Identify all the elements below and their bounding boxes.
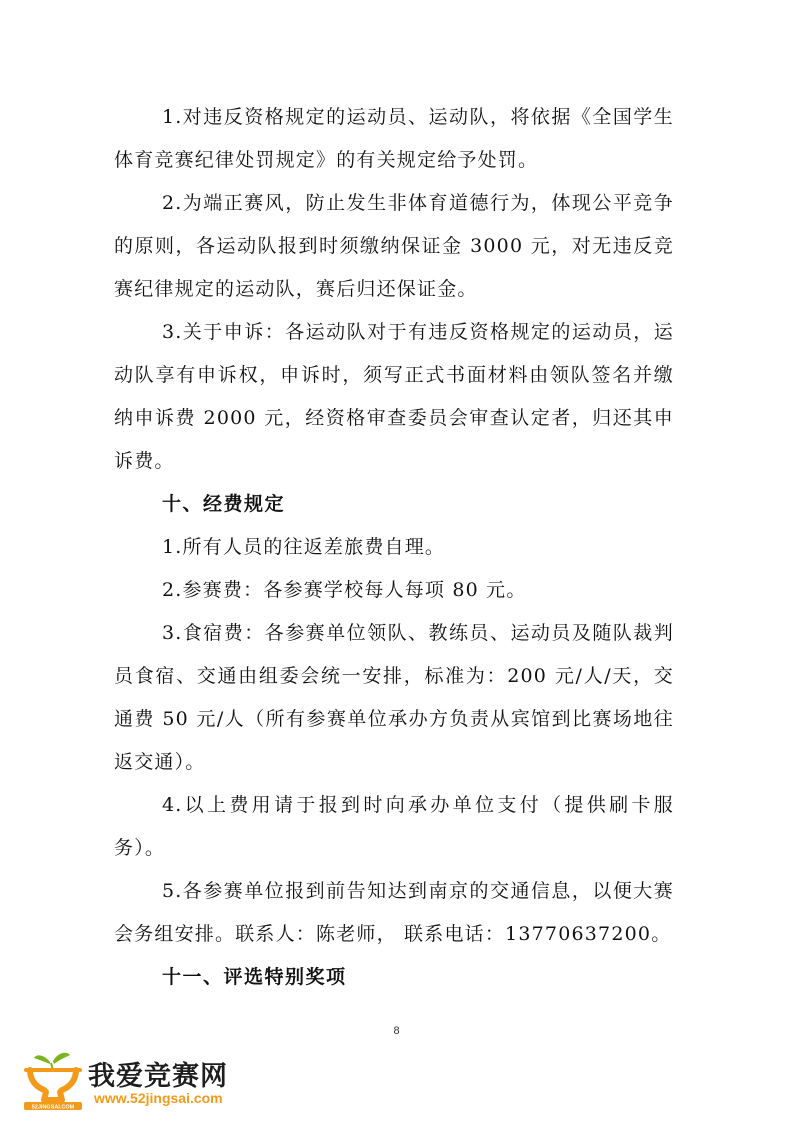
site-watermark (20, 1048, 270, 1112)
watermark-site-name: 我爱竞赛网 (88, 1061, 228, 1092)
section-heading-fees: 十、经费规定 (162, 493, 286, 515)
section-heading-awards: 十一、评选特别奖项 (162, 966, 347, 988)
document-body (114, 96, 674, 999)
watermark-url[interactable]: www.52jingsai.com (94, 1090, 223, 1106)
fees-item-board: 3.食宿费：各参赛单位领队、教练员、运动员及随队裁判员食宿、交通由组委会统一安排，标准为：200 元/人/天，交通费 50 元/人（所有参赛单位承办方负责从宾馆到比赛场地往返交通）。 (114, 622, 674, 773)
trophy-cup-icon (20, 1048, 86, 1112)
fees-item-entry: 2.参赛费：各参赛学校每人每项 80 元。 (162, 579, 527, 601)
fees-item-contact: 5.各参赛单位报到前告知达到南京的交通信息，以便大赛会务组安排。联系人：陈老师， 联系电话：13770637200。 (114, 880, 674, 945)
fees-item-payment: 4.以上费用请于报到时向承办单位支付（提供刷卡服务）。 (114, 794, 674, 859)
paragraph-appeal: 3.关于申诉：各运动队对于有违反资格规定的运动员，运动队享有申诉权，申诉时，须写正式书面材料由领队签名并缴纳申诉费 2000 元，经资格审查委员会审查认定者，归还其申诉费。 (114, 321, 674, 472)
page-number: 8 (393, 1025, 400, 1037)
paragraph-deposit: 2.为端正赛风，防止发生非体育道德行为，体现公平竞争的原则，各运动队报到时须缴纳保证金 3000 元，对无违反竞赛纪律规定的运动队，赛后归还保证金。 (114, 192, 674, 300)
svg-text:52JINGSAI.COM: 52JINGSAI.COM (31, 1104, 75, 1111)
paragraph-disqualification: 1.对违反资格规定的运动员、运动队，将依据《全国学生体育竞赛纪律处罚规定》的有关规定给予处罚。 (114, 106, 674, 171)
fees-item-travel: 1.所有人员的往返差旅费自理。 (162, 536, 446, 558)
